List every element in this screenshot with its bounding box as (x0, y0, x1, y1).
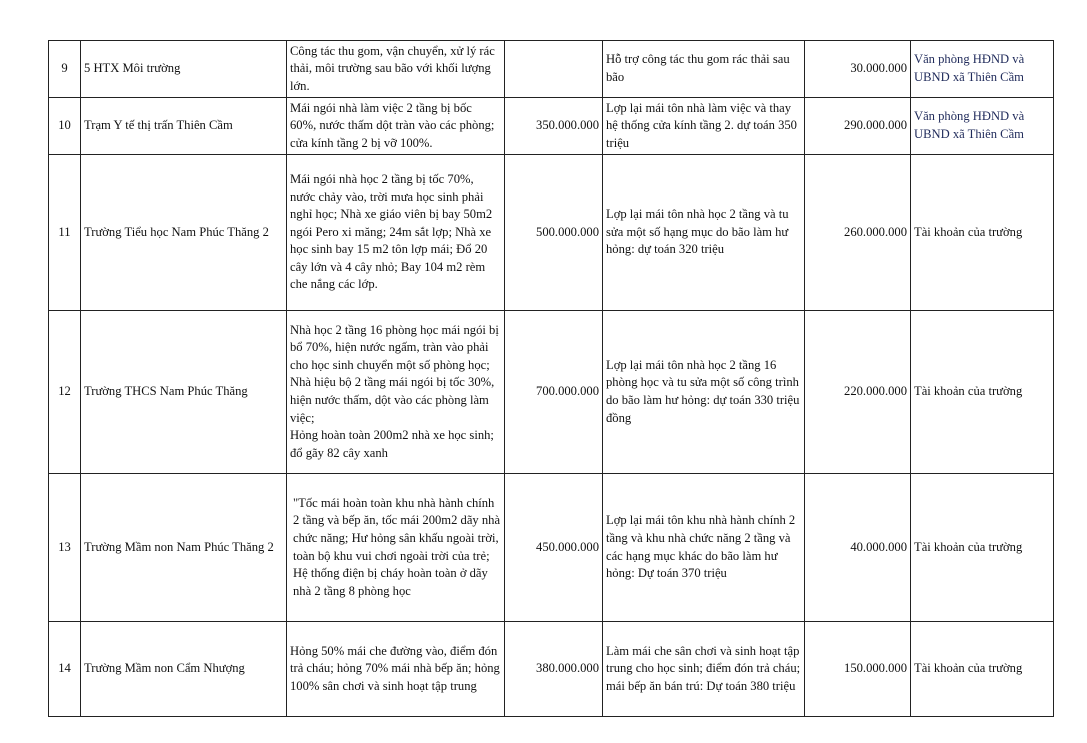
damage-description: Công tác thu gom, vận chuyển, xử lý rác thải, môi trường sau bão với khối lượng lớn. (287, 41, 505, 98)
row-number: 11 (49, 155, 81, 311)
unit-name: Trạm Y tế thị trấn Thiên Cầm (81, 98, 287, 155)
support-content: Lợp lại mái tôn nhà học 2 tầng 16 phòng học và tu sửa một số công trình do bão làm hư hỏng: dự toán 330 triệu đồng (603, 311, 805, 474)
row-number: 9 (49, 41, 81, 98)
loss-value: 700.000.000 (505, 311, 603, 474)
loss-value: 380.000.000 (505, 622, 603, 717)
loss-value: 500.000.000 (505, 155, 603, 311)
unit-name: Trường Mầm non Cẩm Nhượng (81, 622, 287, 717)
receiving-account: Tài khoản của trường (911, 622, 1054, 717)
unit-name: Trường Tiểu học Nam Phúc Thăng 2 (81, 155, 287, 311)
receiving-account: Tài khoản của trường (911, 155, 1054, 311)
support-amount: 220.000.000 (805, 311, 911, 474)
table-row (49, 474, 1054, 622)
receiving-account: Văn phòng HĐND và UBND xã Thiên Cầm (911, 98, 1054, 155)
unit-name: 5 HTX Môi trường (81, 41, 287, 98)
support-amount: 260.000.000 (805, 155, 911, 311)
support-content: Hỗ trợ công tác thu gom rác thải sau bão (603, 41, 805, 98)
table-row (49, 311, 1054, 474)
support-amount: 290.000.000 (805, 98, 911, 155)
receiving-account: Văn phòng HĐND và UBND xã Thiên Cầm (911, 41, 1054, 98)
loss-value (505, 41, 603, 98)
support-content: Làm mái che sân chơi và sinh hoạt tập trung cho học sinh; điểm đón trả cháu; mái bếp ăn bán trú: Dự toán 380 triệu (603, 622, 805, 717)
row-number: 13 (49, 474, 81, 622)
damage-description: Hỏng 50% mái che đường vào, điểm đón trả cháu; hỏng 70% mái nhà bếp ăn; hỏng 100% sân chơi và sinh hoạt tập trung (287, 622, 505, 717)
row-number: 12 (49, 311, 81, 474)
support-amount: 150.000.000 (805, 622, 911, 717)
loss-value: 350.000.000 (505, 98, 603, 155)
receiving-account: Tài khoản của trường (911, 474, 1054, 622)
support-amount: 30.000.000 (805, 41, 911, 98)
loss-value: 450.000.000 (505, 474, 603, 622)
support-amount: 40.000.000 (805, 474, 911, 622)
table-row (49, 155, 1054, 311)
table-row (49, 622, 1054, 717)
support-allocation-table (48, 40, 1054, 717)
row-number: 10 (49, 98, 81, 155)
support-content: Lợp lại mái tôn khu nhà hành chính 2 tầng và khu nhà chức năng 2 tầng và các hạng mục khác do bão làm hư hỏng: Dự toán 370 triệu (603, 474, 805, 622)
support-content: Lợp lại mái tôn nhà học 2 tầng và tu sửa một số hạng mục do bão làm hư hỏng: dự toán 320 triệu (603, 155, 805, 311)
damage-description: "Tốc mái hoàn toàn khu nhà hành chính 2 tầng và bếp ăn, tốc mái 200m2 dãy nhà chức năng; Hư hỏng sân khấu ngoài trời, toàn bộ khu vui chơi ngoài trời của trẻ; Hệ thống điện bị cháy hoàn toàn ở dãy nhà 2 tầng 8 phòng học (287, 474, 505, 622)
table-row (49, 41, 1054, 98)
unit-name: Trường Mầm non Nam Phúc Thăng 2 (81, 474, 287, 622)
damage-description: Mái ngói nhà làm việc 2 tầng bị bốc 60%, nước thấm dột tràn vào các phòng; cửa kính tầng 2 bị vỡ 100%. (287, 98, 505, 155)
receiving-account: Tài khoản của trường (911, 311, 1054, 474)
damage-description: Mái ngói nhà học 2 tầng bị tốc 70%, nước chảy vào, trời mưa học sinh phải nghỉ học; Nhà xe giáo viên bị bay 50m2 ngói Pero xi măng; 24m sắt lợp; Nhà xe học sinh bay 15 m2 tôn lợp mái; Đổ 20 cây lớn và 4 cây nhỏ; Bay 104 m2 rèm che nắng các lớp. (287, 155, 505, 311)
support-content: Lợp lại mái tôn nhà làm việc và thay hệ thống cửa kính tầng 2. dự toán 350 triệu (603, 98, 805, 155)
table-row (49, 98, 1054, 155)
damage-description: Nhà học 2 tầng 16 phòng học mái ngói bị bổ 70%, hiện nước ngấm, tràn vào phải cho học sinh chuyển một số phòng học; Nhà hiệu bộ 2 tầng mái ngói bị tốc 30%, hiện nước thấm, dột vào các phòng làm việc; Hỏng hoàn toàn 200m2 nhà xe học sinh; đổ gãy 82 cây xanh (290, 322, 499, 460)
unit-name: Trường THCS Nam Phúc Thăng (81, 311, 287, 474)
row-number: 14 (49, 622, 81, 717)
